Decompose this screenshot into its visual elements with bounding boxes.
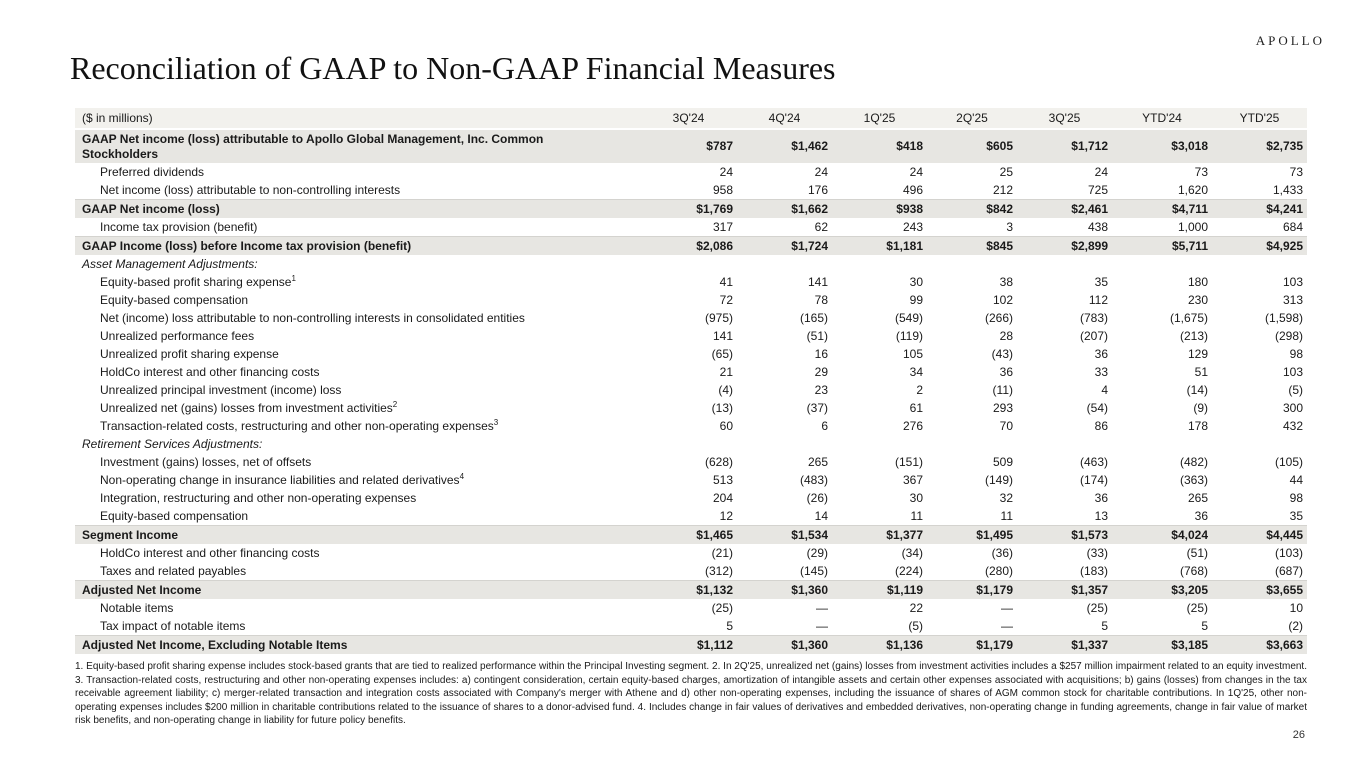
table-row <box>75 489 1307 507</box>
cell-value <box>1017 435 1112 453</box>
cell-value: 24 <box>719 164 733 179</box>
cell-value: $1,724 <box>737 237 832 256</box>
cell-value: 38 <box>999 274 1013 289</box>
cell-value: 293 <box>992 400 1013 415</box>
cell-value: 300 <box>1282 400 1303 415</box>
column-header: 3Q'24 <box>640 108 737 129</box>
cell-value: (768) <box>1179 563 1208 578</box>
cell-value: $938 <box>832 200 927 219</box>
table-row <box>75 507 1307 526</box>
cell-value: — <box>1001 600 1013 615</box>
cell-value: $4,445 <box>1212 526 1307 545</box>
row-label: HoldCo interest and other financing costs <box>100 364 320 379</box>
cell-value: 60 <box>719 418 733 433</box>
table-row <box>75 544 1307 562</box>
cell-value: 44 <box>1289 472 1303 487</box>
cell-value: 317 <box>712 219 733 234</box>
cell-value: (1,598) <box>1264 310 1303 325</box>
table-row <box>75 471 1307 489</box>
cell-value: 513 <box>712 472 733 487</box>
cell-value: 176 <box>807 182 828 197</box>
row-label: Integration, restructuring and other non-operating expenses <box>100 490 417 505</box>
reconciliation-table <box>75 108 1307 654</box>
cell-value: — <box>816 618 828 633</box>
table-row <box>75 453 1307 471</box>
footnotes: 1. Equity-based profit sharing expense includes stock-based grants that are tied to realized performance within the Principal Investing segment. 2. In 2Q'25, unrealized net (gains) losses from investment activities includes a $257 million impairment related to an equity investment. 3. Transaction-related costs, restructuring and other non-operating expenses includes: a) contingent consideration, certain equity-based charges, amortization of intangible assets and certain other expenses associated with acquisitions; b) gains (losses) from changes in the tax receivable agreement liability; c) merger-related transaction and integration costs associated with Company's merger with Athene and d) other non-operating expenses, including the issuance of shares of AGM common stock for charitable contributions. In 1Q'25, other non-operating expenses includes $200 million in charitable contributions related to the issuance of shares to a donor-advised fund. 4. Includes change in fair values of derivatives and embedded derivatives, non-operating change in funding agreements, change in fair value of market risk benefits, and non-operating change in liability for future policy benefits. <box>75 661 1307 726</box>
row-label: Net income (loss) attributable to non-controlling interests <box>100 182 401 197</box>
cell-value: (2) <box>1288 618 1303 633</box>
cell-value: (549) <box>894 310 923 325</box>
cell-value: 103 <box>1282 274 1303 289</box>
cell-value: (25) <box>1186 600 1208 615</box>
footnote-reference: 1 <box>291 273 296 283</box>
cell-value: 103 <box>1282 364 1303 379</box>
cell-value: (1,675) <box>1169 310 1208 325</box>
cell-value: (483) <box>799 472 828 487</box>
cell-value <box>640 435 737 453</box>
cell-value: $787 <box>640 129 737 163</box>
table-row <box>75 163 1307 181</box>
cell-value: $1,360 <box>737 581 832 600</box>
cell-value: (13) <box>711 400 733 415</box>
cell-value: 35 <box>1289 508 1303 523</box>
cell-value: 73 <box>1289 164 1303 179</box>
cell-value <box>640 255 737 273</box>
table-row <box>75 309 1307 327</box>
cell-value: $2,735 <box>1212 129 1307 163</box>
cell-value: 28 <box>999 328 1013 343</box>
cell-value: 10 <box>1289 600 1303 615</box>
cell-value: (213) <box>1179 328 1208 343</box>
cell-value: $1,377 <box>832 526 927 545</box>
cell-value: 21 <box>719 364 733 379</box>
cell-value: (25) <box>1086 600 1108 615</box>
cell-value: 432 <box>1282 418 1303 433</box>
table-row <box>75 218 1307 237</box>
cell-value: (298) <box>1274 328 1303 343</box>
row-label: Retirement Services Adjustments: <box>82 436 263 451</box>
cell-value: 367 <box>902 472 923 487</box>
cell-value: (26) <box>806 490 828 505</box>
table-row <box>75 417 1307 435</box>
cell-value: 276 <box>902 418 923 433</box>
cell-value: 29 <box>814 364 828 379</box>
cell-value: $1,337 <box>1017 636 1112 655</box>
cell-value: 16 <box>814 346 828 361</box>
cell-value: $1,136 <box>832 636 927 655</box>
cell-value: 496 <box>902 182 923 197</box>
unit-label: ($ in millions) <box>75 108 640 129</box>
row-label: Tax impact of notable items <box>100 618 246 633</box>
cell-value: $1,179 <box>927 581 1017 600</box>
cell-value: (65) <box>711 346 733 361</box>
cell-value: $4,925 <box>1212 237 1307 256</box>
cell-value: (37) <box>806 400 828 415</box>
cell-value: $418 <box>832 129 927 163</box>
cell-value: 1,000 <box>1177 219 1208 234</box>
cell-value: 509 <box>992 454 1013 469</box>
table-row <box>75 526 1307 545</box>
cell-value: $845 <box>927 237 1017 256</box>
row-label: Unrealized net (gains) losses from investment activities$^2$ <box>100 399 398 415</box>
cell-value: 102 <box>992 292 1013 307</box>
cell-value: 13 <box>1094 508 1108 523</box>
cell-value: $2,086 <box>640 237 737 256</box>
row-label: GAAP Net income (loss) attributable to Apollo Global Management, Inc. Common Stockholders <box>75 129 640 163</box>
cell-value: 23 <box>814 382 828 397</box>
cell-value: (51) <box>806 328 828 343</box>
cell-value: (11) <box>992 382 1013 397</box>
cell-value: (36) <box>991 545 1013 560</box>
cell-value: (34) <box>901 545 923 560</box>
cell-value: 265 <box>1187 490 1208 505</box>
cell-value: $1,112 <box>640 636 737 655</box>
cell-value: 313 <box>1282 292 1303 307</box>
cell-value: 70 <box>999 418 1013 433</box>
row-label: Investment (gains) losses, net of offsets <box>100 454 312 469</box>
cell-value: 684 <box>1282 219 1303 234</box>
cell-value: 112 <box>1088 292 1108 307</box>
cell-value: 3 <box>1006 219 1013 234</box>
cell-value: 178 <box>1187 418 1208 433</box>
reconciliation-table-container <box>75 108 1307 654</box>
cell-value: (149) <box>984 472 1013 487</box>
cell-value: (4) <box>718 382 733 397</box>
cell-value: (312) <box>704 563 733 578</box>
footnote-reference: 4 <box>459 471 465 481</box>
table-header <box>75 108 1307 129</box>
cell-value: 32 <box>999 490 1013 505</box>
cell-value: (5) <box>1288 382 1303 397</box>
row-label: Equity-based compensation <box>100 508 249 523</box>
cell-value: 61 <box>909 400 923 415</box>
table-row <box>75 273 1307 291</box>
cell-value: 30 <box>909 490 923 505</box>
cell-value: 230 <box>1187 292 1208 307</box>
cell-value: 25 <box>999 164 1013 179</box>
cell-value: (9) <box>1193 400 1208 415</box>
cell-value: $842 <box>927 200 1017 219</box>
row-label: Taxes and related payables <box>100 563 247 578</box>
cell-value: 51 <box>1194 364 1208 379</box>
cell-value: 958 <box>712 182 733 197</box>
cell-value: (51) <box>1186 545 1208 560</box>
cell-value: (33) <box>1086 545 1108 560</box>
cell-value: 212 <box>992 182 1013 197</box>
column-header: 4Q'24 <box>737 108 832 129</box>
page-title: Reconciliation of GAAP to Non-GAAP Financial Measures <box>70 50 836 86</box>
cell-value: 1,433 <box>1272 182 1303 197</box>
cell-value: 73 <box>1194 164 1208 179</box>
cell-value: 5 <box>726 618 733 633</box>
table-row <box>75 399 1307 417</box>
table-row <box>75 581 1307 600</box>
cell-value: 141 <box>712 328 733 343</box>
cell-value: 12 <box>719 508 733 523</box>
cell-value: $5,711 <box>1112 237 1212 256</box>
cell-value <box>832 255 927 273</box>
cell-value: 98 <box>1289 346 1303 361</box>
cell-value: 265 <box>807 454 828 469</box>
cell-value: (628) <box>704 454 733 469</box>
cell-value: $1,495 <box>927 526 1017 545</box>
cell-value: $1,465 <box>640 526 737 545</box>
table-row <box>75 200 1307 219</box>
cell-value: (482) <box>1179 454 1208 469</box>
row-label: GAAP Net income (loss) <box>75 200 640 219</box>
cell-value: (43) <box>991 346 1013 361</box>
cell-value: 30 <box>909 274 923 289</box>
column-header: 2Q'25 <box>927 108 1017 129</box>
row-label: GAAP Income (loss) before Income tax provision (benefit) <box>75 237 640 256</box>
cell-value: $1,712 <box>1017 129 1112 163</box>
cell-value <box>737 435 832 453</box>
cell-value: 72 <box>719 292 733 307</box>
apollo-logo: APOLLO <box>1255 33 1325 48</box>
cell-value: $1,662 <box>737 200 832 219</box>
cell-value: (14) <box>1186 382 1208 397</box>
cell-value: (183) <box>1079 563 1108 578</box>
column-header: 3Q'25 <box>1017 108 1112 129</box>
cell-value: $605 <box>927 129 1017 163</box>
cell-value: 2 <box>916 382 923 397</box>
table-row <box>75 255 1307 273</box>
cell-value: 34 <box>909 364 923 379</box>
cell-value: 62 <box>814 219 828 234</box>
cell-value: $1,119 <box>832 581 927 600</box>
table-row <box>75 237 1307 256</box>
cell-value: (54) <box>1086 400 1108 415</box>
cell-value: 24 <box>814 164 828 179</box>
cell-value: 22 <box>909 600 923 615</box>
cell-value <box>1017 255 1112 273</box>
cell-value: (975) <box>704 310 733 325</box>
table-row <box>75 345 1307 363</box>
row-label: Equity-based profit sharing expense$^1$ <box>100 273 296 289</box>
cell-value: — <box>1001 618 1013 633</box>
cell-value: 438 <box>1087 219 1108 234</box>
cell-value: 129 <box>1187 346 1208 361</box>
table-row <box>75 599 1307 617</box>
cell-value: 725 <box>1087 182 1108 197</box>
table-row <box>75 129 1307 163</box>
cell-value: $1,573 <box>1017 526 1112 545</box>
cell-value: (687) <box>1274 563 1303 578</box>
cell-value: 5 <box>1101 618 1108 633</box>
table-header-row <box>75 108 1307 129</box>
cell-value: (783) <box>1079 310 1108 325</box>
cell-value: (5) <box>908 618 923 633</box>
cell-value: $1,357 <box>1017 581 1112 600</box>
cell-value <box>927 435 1017 453</box>
column-header: YTD'24 <box>1112 108 1212 129</box>
cell-value: $3,663 <box>1212 636 1307 655</box>
cell-value: 141 <box>807 274 828 289</box>
cell-value: $1,179 <box>927 636 1017 655</box>
row-label: Non-operating change in insurance liabilities and related derivatives$^4$ <box>100 471 465 487</box>
page-number: 26 <box>1292 729 1305 741</box>
cell-value: 36 <box>1194 508 1208 523</box>
cell-value: 1,620 <box>1177 182 1208 197</box>
row-label: Notable items <box>100 600 174 615</box>
column-header: YTD'25 <box>1212 108 1307 129</box>
cell-value: 36 <box>1094 346 1108 361</box>
cell-value: 14 <box>814 508 828 523</box>
cell-value: 5 <box>1201 618 1208 633</box>
cell-value <box>832 435 927 453</box>
cell-value <box>927 255 1017 273</box>
cell-value <box>1212 435 1307 453</box>
cell-value: (266) <box>984 310 1013 325</box>
cell-value: $3,018 <box>1112 129 1212 163</box>
cell-value: $1,181 <box>832 237 927 256</box>
table-row <box>75 381 1307 399</box>
cell-value: $3,655 <box>1212 581 1307 600</box>
row-label: Income tax provision (benefit) <box>100 219 258 234</box>
cell-value: $1,132 <box>640 581 737 600</box>
cell-value: $1,360 <box>737 636 832 655</box>
cell-value: (224) <box>894 563 923 578</box>
cell-value: (174) <box>1079 472 1108 487</box>
row-label: HoldCo interest and other financing costs <box>100 545 320 560</box>
row-label: Unrealized principal investment (income) loss <box>100 382 342 397</box>
cell-value: (165) <box>799 310 828 325</box>
cell-value: (103) <box>1274 545 1303 560</box>
table-row <box>75 562 1307 581</box>
cell-value: $1,534 <box>737 526 832 545</box>
table-row <box>75 435 1307 453</box>
cell-value: 99 <box>909 292 923 307</box>
cell-value: — <box>816 600 828 615</box>
cell-value: $2,461 <box>1017 200 1112 219</box>
cell-value: (207) <box>1079 328 1108 343</box>
row-label: Asset Management Adjustments: <box>82 256 258 271</box>
row-label: Transaction-related costs, restructuring and other non-operating expenses$^3$ <box>100 417 499 433</box>
cell-value: (280) <box>984 563 1013 578</box>
cell-value: (25) <box>711 600 733 615</box>
table-body <box>75 129 1307 654</box>
row-label: Unrealized performance fees <box>100 328 255 343</box>
cell-value: $2,899 <box>1017 237 1112 256</box>
cell-value <box>1112 255 1212 273</box>
cell-value: (463) <box>1079 454 1108 469</box>
cell-value: (119) <box>895 328 923 343</box>
table-row <box>75 617 1307 636</box>
cell-value: 98 <box>1289 490 1303 505</box>
row-label: Segment Income <box>75 526 640 545</box>
cell-value: $3,185 <box>1112 636 1212 655</box>
cell-value: 4 <box>1101 382 1108 397</box>
cell-value: 78 <box>814 292 828 307</box>
cell-value: 6 <box>821 418 828 433</box>
cell-value: (151) <box>894 454 923 469</box>
footnote-reference: 2 <box>392 399 398 409</box>
cell-value: (21) <box>711 545 733 560</box>
cell-value: (363) <box>1179 472 1208 487</box>
cell-value: 243 <box>902 219 923 234</box>
column-header: 1Q'25 <box>832 108 927 129</box>
cell-value: 86 <box>1094 418 1108 433</box>
footnote-reference: 3 <box>493 417 499 427</box>
row-label: Equity-based compensation <box>100 292 249 307</box>
cell-value <box>1112 435 1212 453</box>
cell-value: $4,241 <box>1212 200 1307 219</box>
table-row <box>75 636 1307 655</box>
table-row <box>75 363 1307 381</box>
cell-value: $4,024 <box>1112 526 1212 545</box>
row-label: Adjusted Net Income, Excluding Notable Items <box>75 636 640 655</box>
cell-value <box>737 255 832 273</box>
cell-value <box>1212 255 1307 273</box>
table-row <box>75 291 1307 309</box>
cell-value: 33 <box>1094 364 1108 379</box>
cell-value: (145) <box>799 563 828 578</box>
row-label: Net (income) loss attributable to non-controlling interests in consolidated entities <box>100 310 525 325</box>
cell-value: (105) <box>1274 454 1303 469</box>
cell-value: 36 <box>1094 490 1108 505</box>
cell-value: 11 <box>1000 508 1013 523</box>
table-row <box>75 181 1307 200</box>
cell-value: 24 <box>909 164 923 179</box>
cell-value: 35 <box>1094 274 1108 289</box>
table-row <box>75 327 1307 345</box>
row-label: Preferred dividends <box>100 164 205 179</box>
cell-value: $1,462 <box>737 129 832 163</box>
cell-value: 36 <box>999 364 1013 379</box>
cell-value: $3,205 <box>1112 581 1212 600</box>
cell-value: 204 <box>712 490 733 505</box>
cell-value: 24 <box>1094 164 1108 179</box>
row-label: Adjusted Net Income <box>75 581 640 600</box>
cell-value: 11 <box>910 508 923 523</box>
cell-value: 180 <box>1187 274 1208 289</box>
cell-value: 41 <box>719 274 733 289</box>
row-label: Unrealized profit sharing expense <box>100 346 279 361</box>
cell-value: 105 <box>902 346 923 361</box>
cell-value: (29) <box>806 545 828 560</box>
cell-value: $4,711 <box>1112 200 1212 219</box>
cell-value: $1,769 <box>640 200 737 219</box>
